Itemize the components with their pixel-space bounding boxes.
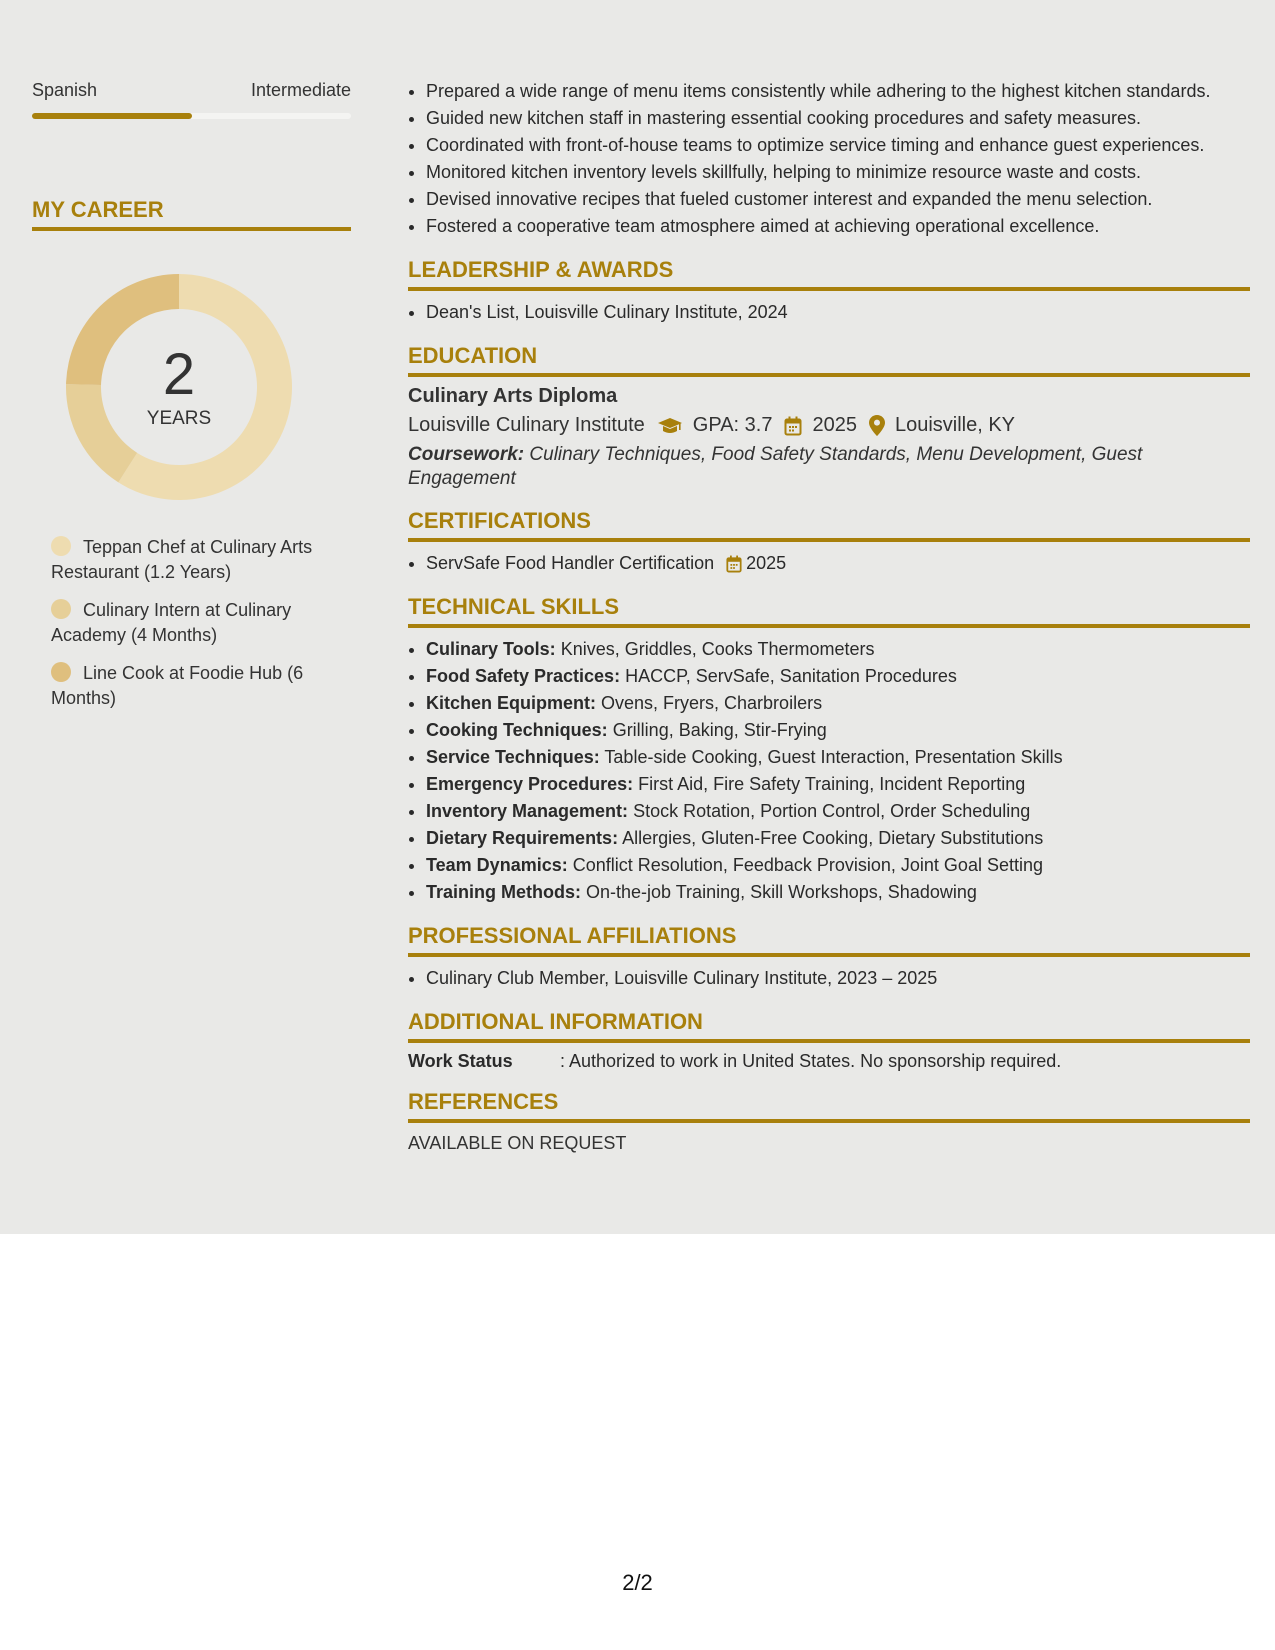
skill-label: Culinary Tools:	[426, 639, 556, 659]
calendar-icon	[784, 416, 802, 436]
references-heading: REFERENCES	[408, 1088, 1250, 1123]
experience-bullet: • Monitored kitchen inventory levels skillfully, helping to minimize resource waste and costs.	[426, 159, 1250, 186]
certifications-list	[408, 550, 1250, 577]
legend-dot	[51, 599, 71, 619]
career-total-number: 2	[162, 342, 196, 407]
skill-value: First Aid, Fire Safety Training, Incident Reporting	[638, 774, 1026, 794]
education-heading: EDUCATION	[408, 342, 1250, 377]
education-details	[408, 414, 1250, 437]
leadership-list	[408, 299, 1250, 326]
list-item: • Dean's List, Louisville Culinary Institute, 2024	[426, 299, 1250, 326]
experience-bullet: • Coordinated with front-of-house teams to optimize service timing and enhance guest experiences.	[426, 132, 1250, 159]
skill-value: Table-side Cooking, Guest Interaction, Presentation Skills	[604, 747, 1063, 767]
affiliations-heading: PROFESSIONAL AFFILIATIONS	[408, 922, 1250, 957]
work-status-value: : Authorized to work in United States. No sponsorship required.	[560, 1051, 1062, 1071]
skill-label: Cooking Techniques:	[426, 720, 608, 740]
coursework	[408, 443, 1250, 491]
experience-bullet: • Prepared a wide range of menu items consistently while adhering to the highest kitchen standards.	[426, 78, 1250, 105]
legend-dot	[51, 662, 71, 682]
skill-label: Emergency Procedures:	[426, 774, 634, 794]
donut-center	[66, 342, 292, 430]
coursework-label: Coursework:	[408, 444, 525, 465]
school-location: Louisville, KY	[894, 414, 1016, 436]
skill-value: Knives, Griddles, Cooks Thermometers	[560, 639, 875, 659]
certification-entry	[426, 550, 1250, 577]
skill-item	[426, 717, 1250, 744]
language-level-fill	[32, 113, 192, 119]
skill-value: HACCP, ServSafe, Sanitation Procedures	[625, 666, 957, 686]
skill-label: Kitchen Equipment:	[426, 693, 596, 713]
left-column	[32, 80, 351, 724]
language-level: Intermediate	[250, 80, 351, 100]
graduation-cap-icon	[657, 416, 683, 436]
skill-label: Training Methods:	[426, 882, 581, 902]
skill-value: On-the-job Training, Skill Workshops, Shadowing	[586, 882, 977, 902]
gpa: GPA: 3.7	[692, 414, 773, 436]
legend-dot	[51, 536, 71, 556]
work-status-label: Work Status	[408, 1051, 513, 1071]
affiliations-list	[408, 965, 1250, 992]
graduation-year: 2025	[812, 414, 857, 436]
certification-year: 2025	[746, 553, 787, 573]
legend-item	[51, 535, 341, 585]
legend-label: Line Cook at Foodie Hub (6 Months)	[51, 663, 304, 708]
career-total-unit: YEARS	[146, 408, 212, 429]
career-donut-chart	[66, 274, 292, 500]
skill-value: Stock Rotation, Portion Control, Order Scheduling	[633, 801, 1031, 821]
career-legend	[51, 535, 341, 711]
career-heading: MY CAREER	[32, 197, 351, 231]
technical-skills-list	[408, 636, 1250, 906]
skill-label: Dietary Requirements:	[426, 828, 619, 848]
skill-item	[426, 690, 1250, 717]
additional-info-heading: ADDITIONAL INFORMATION	[408, 1008, 1250, 1043]
skill-label: Inventory Management:	[426, 801, 629, 821]
work-status-row	[408, 1051, 1250, 1072]
skill-value: Ovens, Fryers, Charbroilers	[601, 693, 823, 713]
skill-label: Service Techniques:	[426, 747, 600, 767]
location-pin-icon	[869, 415, 885, 436]
references-text: AVAILABLE ON REQUEST	[408, 1133, 627, 1153]
skill-item	[426, 798, 1250, 825]
right-column	[408, 78, 1250, 1154]
legend-label: Culinary Intern at Culinary Academy (4 Months)	[51, 600, 292, 645]
list-item: • Culinary Club Member, Louisville Culinary Institute, 2023 – 2025	[426, 965, 1250, 992]
skill-value: Conflict Resolution, Feedback Provision, Joint Goal Setting	[572, 855, 1043, 875]
experience-bullet: • Devised innovative recipes that fueled customer interest and expanded the menu selection.	[426, 186, 1250, 213]
certifications-heading: CERTIFICATIONS	[408, 507, 1250, 542]
technical-skills-heading: TECHNICAL SKILLS	[408, 593, 1250, 628]
language-name: Spanish	[32, 80, 98, 100]
coursework-list: Culinary Techniques, Food Safety Standards, Menu Development, Guest Engagement	[408, 444, 1143, 489]
certification-name: • ServSafe Food Handler Certification	[426, 553, 715, 573]
school-name: Louisville Culinary Institute	[408, 414, 645, 436]
skill-label: Food Safety Practices:	[426, 666, 621, 686]
language-row	[32, 80, 351, 101]
skill-item	[426, 771, 1250, 798]
calendar-icon	[726, 555, 742, 573]
skill-item	[426, 879, 1250, 906]
skill-item	[426, 852, 1250, 879]
skill-label: Team Dynamics:	[426, 855, 568, 875]
page-number: 2/2	[622, 1570, 653, 1595]
skill-value: Grilling, Baking, Stir-Frying	[612, 720, 827, 740]
skill-item	[426, 744, 1250, 771]
skill-item	[426, 636, 1250, 663]
skill-item	[426, 663, 1250, 690]
legend-item	[51, 661, 341, 711]
skill-item	[426, 825, 1250, 852]
experience-bullet: • Fostered a cooperative team atmosphere aimed at achieving operational excellence.	[426, 213, 1250, 240]
experience-bullets	[408, 78, 1250, 240]
legend-item	[51, 598, 341, 648]
language-level-bar	[32, 113, 351, 119]
legend-label: Teppan Chef at Culinary Arts Restaurant (1.2 Years)	[51, 537, 313, 582]
leadership-heading: LEADERSHIP & AWARDS	[408, 256, 1250, 291]
list-item	[426, 550, 1250, 577]
skill-value: Allergies, Gluten-Free Cooking, Dietary Substitutions	[622, 828, 1044, 848]
degree-title: Culinary Arts Diploma	[408, 385, 618, 407]
experience-bullet: • Guided new kitchen staff in mastering essential cooking procedures and safety measures.	[426, 105, 1250, 132]
